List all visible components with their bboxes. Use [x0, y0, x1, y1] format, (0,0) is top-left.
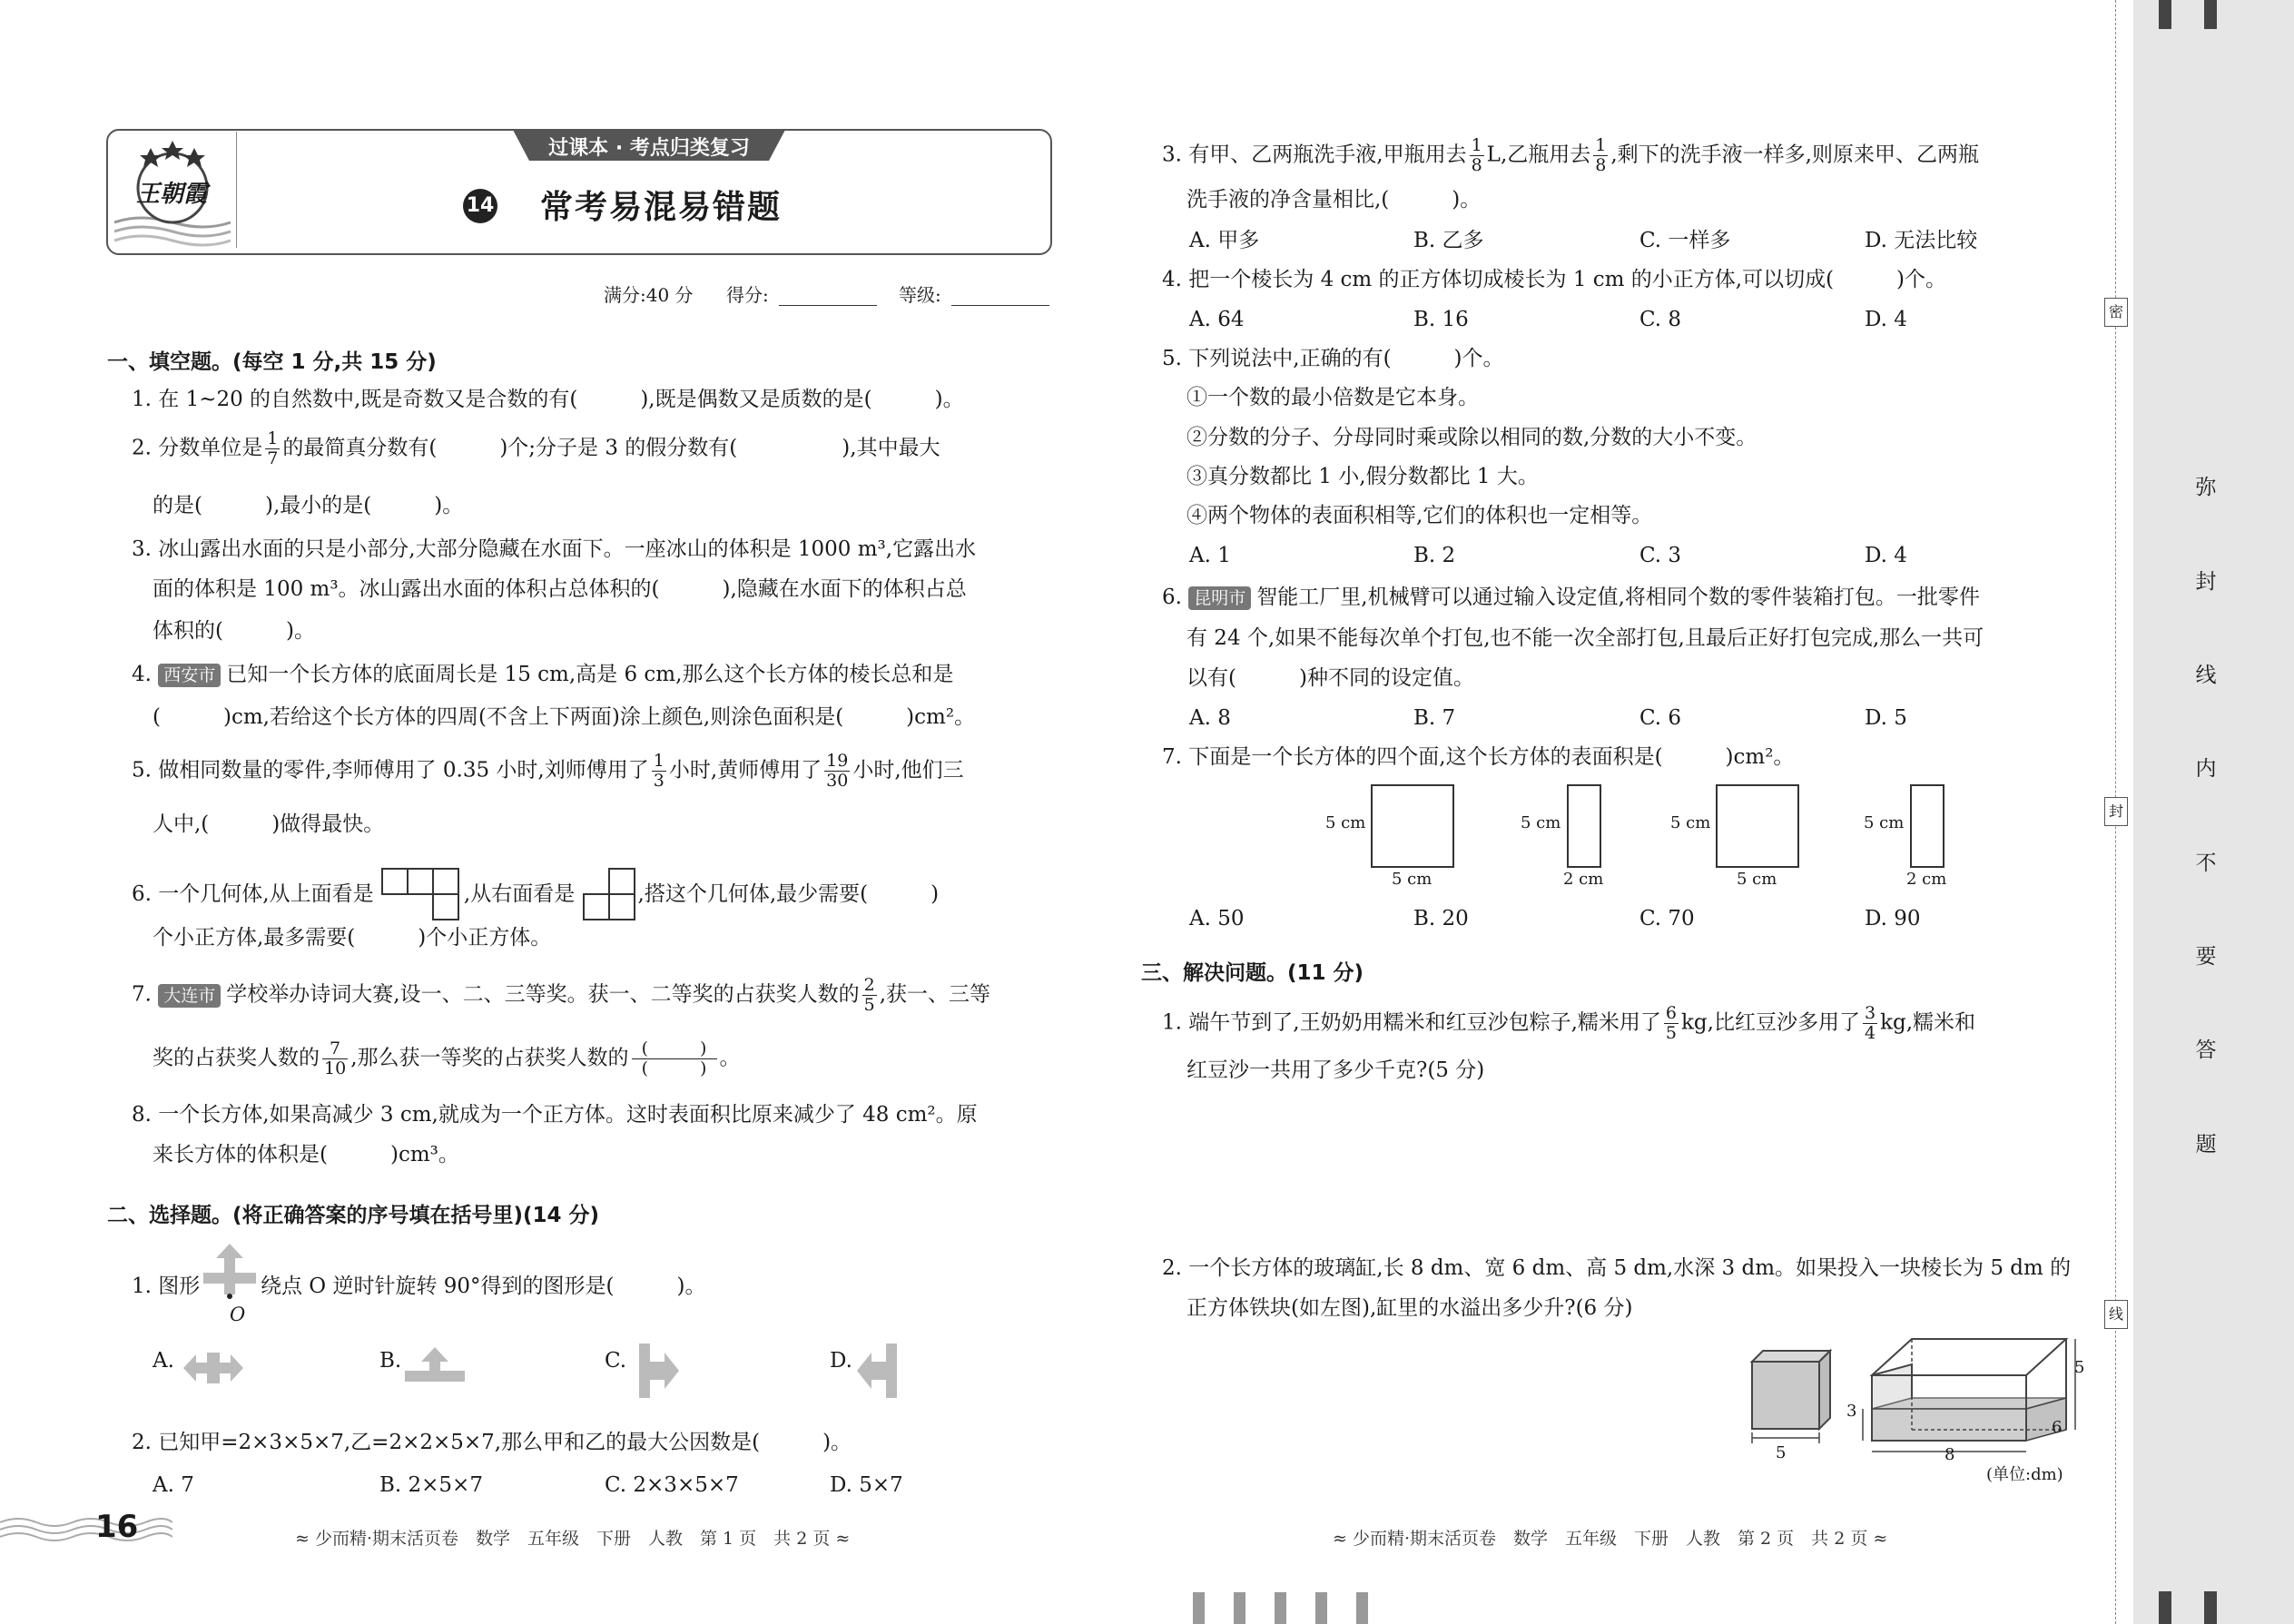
- s1-q2-pre: 2. 分数单位是: [132, 436, 263, 460]
- sidebar-bar-bottom-1: [2159, 1591, 2171, 1624]
- fraction: $\frac{1}{3}$: [653, 751, 665, 791]
- s2-q2: 2. 已知甲=2×3×5×7,乙=2×2×5×7,那么甲和乙的最大公因数是( )。: [132, 1431, 852, 1454]
- fraction: $\frac{7}{10}$: [324, 1038, 347, 1078]
- s1-q4-line1: 4. 西安市 已知一个长方体的底面周长是 15 cm,高是 6 cm,那么这个长方体的棱长总和是: [132, 663, 954, 686]
- s2-q6-line1: 6. 昆明市 智能工厂里,机械臂可以通过输入设定值,将相同个数的零件装箱打包。一批零件: [1162, 586, 1980, 609]
- option-c-shape-icon: [628, 1342, 683, 1400]
- s2-q6-option-d[interactable]: D. 5: [1865, 706, 1907, 730]
- page-number: 16: [95, 1509, 139, 1545]
- face-3-bottom: 5 cm: [1737, 870, 1777, 889]
- unit-number-badge: [463, 189, 497, 223]
- s2-q6-option-b[interactable]: B. 7: [1413, 706, 1456, 730]
- seal-mark-mi: 密: [2104, 298, 2128, 327]
- top-view-diagram: [380, 867, 464, 923]
- fraction: $\frac{3}{4}$: [1864, 1003, 1876, 1043]
- header-banner-text: 过课本 · 考点归类复习: [548, 137, 750, 160]
- score-label: 得分:: [726, 284, 769, 306]
- s1-q6-line1: 6. 一个几何体,从上面看是 ,从右面看是 ,搭这个几何体,最少需要( ): [132, 867, 939, 923]
- face-2-bottom: 2 cm: [1563, 870, 1604, 889]
- s2-q5-option-a[interactable]: A. 1: [1189, 544, 1231, 567]
- s2-q3-line2: 洗手液的净含量相比,( )。: [1186, 188, 1482, 212]
- binding-marks-bottom: [1193, 1592, 1374, 1624]
- s2-q4: 4. 把一个棱长为 4 cm 的正方体切成棱长为 1 cm 的小正方体,可以切成( )个。: [1162, 268, 1947, 291]
- right-view-diagram: [582, 867, 638, 923]
- s2-q1-option-a[interactable]: A.: [153, 1349, 174, 1373]
- score-field[interactable]: [779, 305, 877, 306]
- s3-q2-line1: 2. 一个长方体的玻璃缸,长 8 dm、宽 6 dm、高 5 dm,水深 3 dm。如果投入一块棱长为 5 dm 的: [1162, 1256, 2072, 1280]
- tank-length-label: 8: [1944, 1445, 1955, 1464]
- s2-q3-line1: 3. 有甲、乙两瓶洗手液,甲瓶用去 $\frac{1}{8}$ L,乙瓶用去 $\frac{1}{8}$ ,剩下的洗手液一样多,则原来甲、乙两瓶: [1162, 135, 1979, 175]
- notice-char: 题: [2195, 1133, 2217, 1156]
- s2-q5-item-2: ②分数的分子、分母同时乘或除以相同的数,分数的大小不变。: [1186, 426, 1757, 449]
- option-a-shape-icon: [182, 1345, 245, 1391]
- s1-q2-post: 的最简真分数有( )个;分子是 3 的假分数有( ),其中最大: [282, 436, 940, 460]
- s1-q7-line2: 奖的占获奖人数的 $\frac{7}{10}$ ,那么获一等奖的占获奖人数的 $\frac{( )}{( )}$ 。: [153, 1038, 741, 1078]
- s1-q7-line1: 7. 大连市 学校举办诗词大赛,设一、二、三等奖。获一、二等奖的占获奖人数的 $\frac{2}{5}$ ,获一、三等: [132, 975, 990, 1015]
- city-tag: 西安市: [158, 664, 221, 687]
- notice-char: 线: [2195, 664, 2217, 687]
- s2-q4-option-d[interactable]: D. 4: [1865, 308, 1907, 331]
- s2-q3-option-d[interactable]: D. 无法比较: [1865, 229, 1978, 252]
- s2-q7-option-c[interactable]: C. 70: [1639, 907, 1695, 930]
- s3-q1-answer-area[interactable]: [1162, 1094, 2097, 1239]
- grade-label: 等级:: [899, 284, 941, 306]
- s2-q6-line2: 有 24 个,如果不能每次单个打包,也不能一次全部打包,且最后正好打包完成,那么一共可: [1186, 626, 1984, 650]
- s1-q8-line2: 来长方体的体积是( )cm³。: [153, 1143, 459, 1166]
- section3-heading: 三、解决问题。(11 分): [1141, 961, 1364, 985]
- option-d-shape-icon: [853, 1342, 908, 1400]
- s2-q1-option-b[interactable]: B.: [379, 1349, 402, 1373]
- page-title: 常考易混易错题: [540, 189, 783, 226]
- logo-text: 王朝霞: [136, 181, 208, 208]
- s1-q8-line1: 8. 一个长方体,如果高减少 3 cm,就成为一个正方体。这时表面积比原来减少了 48 cm²。原: [132, 1103, 978, 1127]
- s1-q2-line1: [132, 429, 940, 468]
- s2-q5-item-4: ④两个物体的表面积相等,它们的体积也一定相等。: [1186, 504, 1653, 527]
- face-4: [1910, 784, 1944, 868]
- rotation-point-label: O: [230, 1304, 246, 1325]
- face-3: [1716, 784, 1799, 868]
- s2-q2-option-c[interactable]: C. 2×3×5×7: [605, 1473, 739, 1497]
- notice-char: 要: [2195, 945, 2217, 969]
- s1-q5-line1: 5. 做相同数量的零件,李师傅用了 0.35 小时,刘师傅用了 $\frac{1}{3}$ 小时,黄师傅用了 $\frac{19}{30}$ 小时,他们三: [132, 751, 964, 791]
- s3-q1-line2: 红豆沙一共用了多少千克?(5 分): [1186, 1058, 1485, 1082]
- s2-q3-option-c[interactable]: C. 一样多: [1639, 229, 1731, 252]
- seal-mark-xian: 线: [2104, 1300, 2128, 1329]
- s2-q4-option-c[interactable]: C. 8: [1639, 308, 1682, 331]
- top-view-grid-icon: [380, 867, 464, 923]
- full-marks: 满分:40 分: [604, 284, 694, 306]
- grade-field[interactable]: [951, 305, 1049, 306]
- s2-q4-option-b[interactable]: B. 16: [1413, 308, 1469, 331]
- iron-cube-diagram: [1743, 1343, 1834, 1452]
- s2-q2-option-a[interactable]: A. 7: [153, 1473, 194, 1497]
- unit-number: 14: [466, 194, 495, 217]
- sidebar-bar-top-2: [2204, 0, 2217, 29]
- s2-q7-option-b[interactable]: B. 20: [1413, 907, 1469, 930]
- face-1-side: 5 cm: [1325, 813, 1366, 832]
- s1-q2-line2: 的是( ),最小的是( )。: [153, 494, 464, 517]
- fraction: $\frac{1}{8}$: [1471, 135, 1482, 175]
- s2-q6-option-a[interactable]: A. 8: [1189, 706, 1231, 730]
- seal-strip: [2133, 0, 2294, 1624]
- s2-q1-option-c[interactable]: C.: [605, 1349, 627, 1373]
- notice-char: 答: [2195, 1038, 2217, 1062]
- face-1-bottom: 5 cm: [1392, 870, 1433, 889]
- notice-char: 内: [2195, 757, 2217, 781]
- unit-note: (单位:dm): [1986, 1465, 2063, 1484]
- seal-mark-feng: 封: [2104, 797, 2128, 826]
- s2-q4-option-a[interactable]: A. 64: [1189, 308, 1245, 331]
- s2-q1-option-d[interactable]: D.: [830, 1349, 852, 1373]
- s3-q2-line2: 正方体铁块(如左图),缸里的水溢出多少升?(6 分): [1186, 1296, 1633, 1320]
- tank-height-label: 5: [2074, 1358, 2085, 1377]
- s1-q3-line2: 面的体积是 100 m³。冰山露出水面的体积占总体积的( ),隐藏在水面下的体积占总: [153, 577, 967, 601]
- city-tag: 大连市: [158, 984, 221, 1008]
- s1-q6-line2: 个小正方体,最多需要( )个小正方体。: [153, 926, 552, 950]
- s1-q4-line2: ( )cm,若给这个长方体的四周(不含上下两面)涂上颜色,则涂色面积是( )cm²。: [153, 705, 976, 729]
- face-3-side: 5 cm: [1670, 813, 1711, 832]
- s2-q2-option-b[interactable]: B. 2×5×7: [379, 1473, 483, 1497]
- page-wave-decoration-icon: [0, 1511, 172, 1548]
- s2-q5-option-b[interactable]: B. 2: [1413, 544, 1456, 567]
- cube-edge-label: 5: [1776, 1443, 1787, 1462]
- notice-char: 封: [2195, 570, 2217, 594]
- s2-q2-option-d[interactable]: D. 5×7: [830, 1473, 903, 1497]
- s2-q5-item-1: ①一个数的最小倍数是它本身。: [1186, 386, 1479, 409]
- s2-q7-option-a[interactable]: A. 50: [1189, 907, 1245, 930]
- s2-q5-item-3: ③真分数都比 1 小,假分数都比 1 大。: [1186, 465, 1539, 488]
- s1-q5-line2: 人中,( )做得最快。: [153, 812, 385, 836]
- city-tag: 昆明市: [1188, 586, 1251, 610]
- s2-q6-option-c[interactable]: C. 6: [1639, 706, 1682, 730]
- footer-left: ≈ 少而精·期末活页卷 数学 五年级 下册 人教 第 1 页 共 2 页 ≈: [295, 1529, 851, 1549]
- face-2: [1567, 784, 1601, 868]
- face-1: [1371, 784, 1454, 868]
- s2-q7: 7. 下面是一个长方体的四个面,这个长方体的表面积是( )cm²。: [1162, 745, 1795, 769]
- fraction: $\frac{1}{8}$: [1595, 135, 1607, 175]
- fraction: $\frac{1}{7}$: [267, 428, 279, 468]
- section1-heading: 一、填空题。(每空 1 分,共 15 分): [107, 350, 437, 374]
- logo: [109, 132, 237, 248]
- fraction: $\frac{6}{5}$: [1665, 1003, 1677, 1043]
- notice-char: 弥: [2195, 476, 2217, 499]
- s2-q5-option-d[interactable]: D. 4: [1865, 544, 1907, 567]
- s2-q1-pre: 1. 图形: [132, 1275, 201, 1298]
- option-b-shape-icon: [403, 1345, 467, 1391]
- tank-water-label: 3: [1846, 1402, 1857, 1421]
- face-4-bottom: 2 cm: [1906, 870, 1947, 889]
- s1-q3-line3: 体积的( )。: [153, 619, 315, 643]
- s2-q3-option-b[interactable]: B. 乙多: [1413, 229, 1484, 252]
- s1-q1: 1. 在 1~20 的自然数中,既是奇数又是合数的有( ),既是偶数又是质数的是( )。: [132, 388, 964, 411]
- footer-right: ≈ 少而精·期末活页卷 数学 五年级 下册 人教 第 2 页 共 2 页 ≈: [1333, 1529, 1888, 1549]
- s2-q3-option-a[interactable]: A. 甲多: [1189, 229, 1260, 252]
- s2-q5-option-c[interactable]: C. 3: [1639, 544, 1682, 567]
- notice-char: 不: [2195, 851, 2217, 875]
- s2-q5: 5. 下列说法中,正确的有( )个。: [1162, 347, 1504, 370]
- glass-tank-diagram: [1852, 1330, 2088, 1466]
- right-view-grid-icon: [582, 867, 638, 923]
- fraction: $\frac{2}{5}$: [863, 975, 875, 1015]
- fraction: $\frac{19}{30}$: [826, 751, 849, 791]
- tank-width-label: 6: [2052, 1418, 2063, 1437]
- section2-heading: 二、选择题。(将正确答案的序号填在括号里)(14 分): [107, 1204, 600, 1227]
- face-4-side: 5 cm: [1864, 813, 1905, 832]
- answer-fraction-blank[interactable]: $\frac{( )}{( )}$: [632, 1039, 717, 1078]
- s2-q7-option-d[interactable]: D. 90: [1865, 907, 1921, 930]
- s1-q3-line1: 3. 冰山露出水面的只是小部分,大部分隐藏在水面下。一座冰山的体积是 1000 m³,它露出水: [132, 537, 977, 561]
- s3-q1-line1: 1. 端午节到了,王奶奶用糯米和红豆沙包粽子,糯米用了 $\frac{6}{5}$ kg,比红豆沙多用了 $\frac{3}{4}$ kg,糯米和: [1162, 1003, 1976, 1043]
- s2-q6-line3: 以有( )种不同的设定值。: [1186, 666, 1474, 690]
- sidebar-bar-top-1: [2159, 0, 2171, 29]
- face-2-side: 5 cm: [1521, 813, 1561, 832]
- sidebar-bar-bottom-2: [2204, 1591, 2217, 1624]
- s2-q1-post: 绕点 O 逆时针旋转 90°得到的图形是( )。: [261, 1275, 706, 1298]
